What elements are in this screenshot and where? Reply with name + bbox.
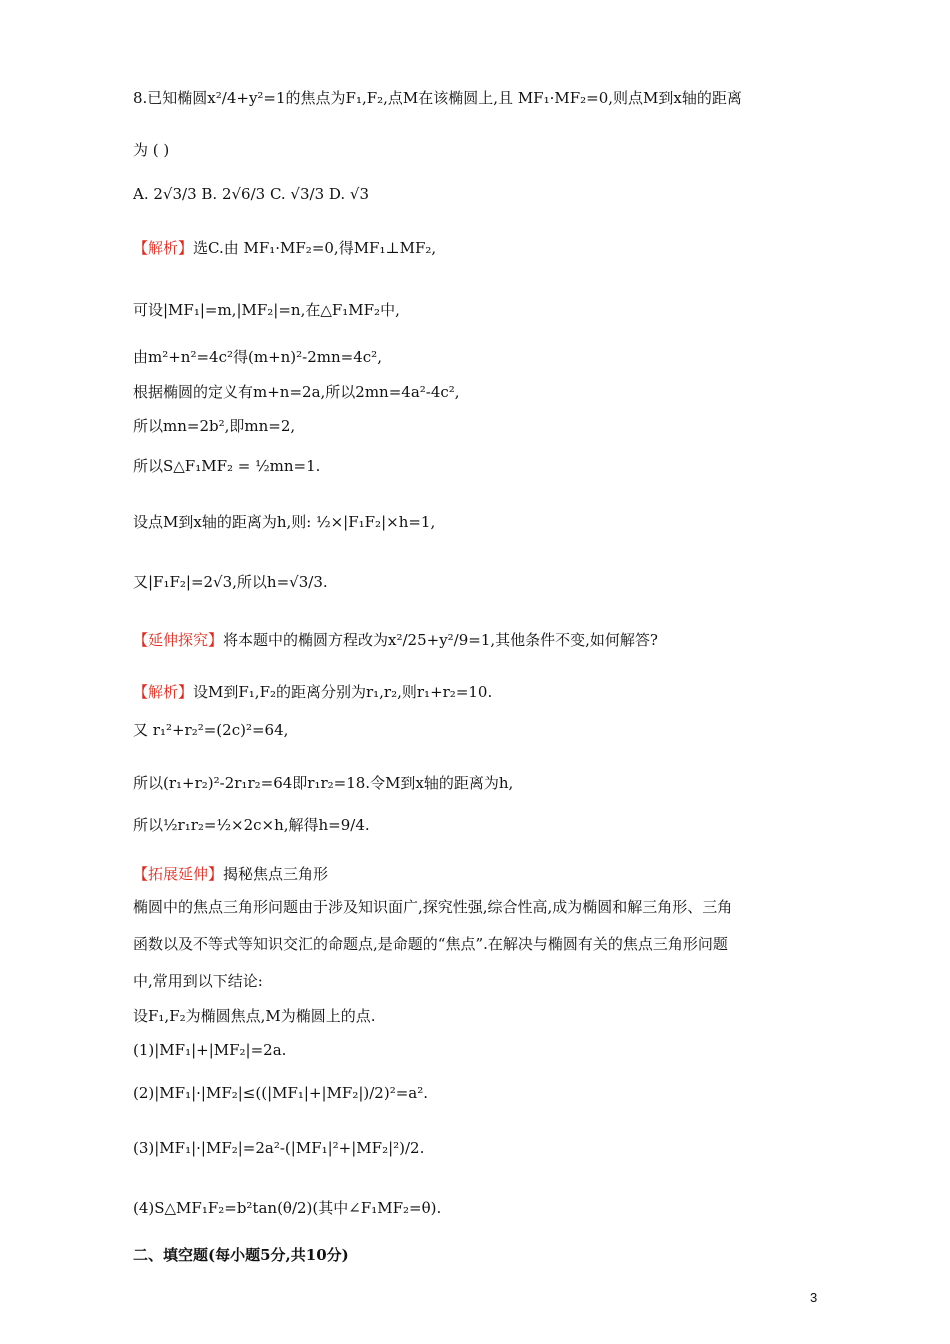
- line-text: 椭圆中的焦点三角形问题由于涉及知识面广,探究性强,综合性高,成为椭圆和解三角形、三角: [133, 898, 733, 916]
- line-text: 将本题中的椭圆方程改为x²/25+y²/9=1,其他条件不变,如何解答?: [223, 631, 658, 649]
- text-line: [133, 815, 370, 835]
- line-text: 揭秘焦点三角形: [223, 865, 329, 883]
- line-text: 二、填空题(每小题5分,共10分): [133, 1246, 349, 1264]
- text-line: [133, 456, 320, 476]
- text-line: [133, 347, 382, 367]
- line-text: (3)|MF₁|·|MF₂|=2a²-(|MF₁|²+|MF₂|²)/2.: [133, 1139, 425, 1157]
- line-text: 设F₁,F₂为椭圆焦点,M为椭圆上的点.: [133, 1007, 376, 1025]
- text-line: [133, 864, 328, 884]
- text-line: [133, 1040, 286, 1060]
- line-text: 所以½r₁r₂=½×2c×h,解得h=9/4.: [133, 816, 370, 834]
- line-text: A. 2√3/3 B. 2√6/3 C. √3/3 D. √3: [133, 185, 370, 203]
- page-number: 3: [810, 1290, 818, 1305]
- line-text: 选C.由 MF₁·MF₂=0,得MF₁⊥MF₂,: [193, 239, 437, 257]
- section-tag: 【解析】: [133, 683, 194, 701]
- line-text: 又 r₁²+r₂²=(2c)²=64,: [133, 721, 289, 739]
- line-text: 中,常用到以下结论:: [133, 972, 263, 990]
- line-text: 设M到F₁,F₂的距离分别为r₁,r₂,则r₁+r₂=10.: [193, 683, 493, 701]
- text-line: [133, 720, 288, 740]
- line-text: 所以S△F₁MF₂ = ½mn=1.: [133, 457, 321, 475]
- text-line: [133, 512, 435, 532]
- text-line: [133, 897, 732, 917]
- line-text: (2)|MF₁|·|MF₂|≤((|MF₁|+|MF₂|)/2)²=a².: [133, 1084, 429, 1102]
- line-text: 由m²+n²=4c²得(m+n)²-2mn=4c²,: [133, 348, 382, 366]
- text-line: [133, 682, 492, 702]
- line-text: (4)S△MF₁F₂=b²tan(θ/2)(其中∠F₁MF₂=θ).: [133, 1199, 442, 1217]
- text-line: [133, 971, 263, 991]
- text-line: [133, 572, 328, 592]
- text-line: [133, 382, 460, 402]
- text-line: [133, 416, 295, 436]
- section-tag: 【延伸探究】: [133, 631, 224, 649]
- line-text: 可设|MF₁|=m,|MF₂|=n,在△F₁MF₂中,: [133, 301, 400, 319]
- text-line: [133, 140, 169, 160]
- text-line: [133, 773, 513, 793]
- text-line: [133, 630, 658, 650]
- line-text: 所以mn=2b²,即mn=2,: [133, 417, 296, 435]
- line-text: 所以(r₁+r₂)²-2r₁r₂=64即r₁r₂=18.令M到x轴的距离为h,: [133, 774, 514, 792]
- text-line: [133, 934, 728, 954]
- text-line: [133, 1083, 428, 1103]
- section-tag: 【解析】: [133, 239, 194, 257]
- line-text: 又|F₁F₂|=2√3,所以h=√3/3.: [133, 573, 328, 591]
- line-text: 根据椭圆的定义有m+n=2a,所以2mn=4a²-4c²,: [133, 383, 460, 401]
- text-line: [133, 88, 742, 108]
- line-text: 函数以及不等式等知识交汇的命题点,是命题的“焦点”.在解决与椭圆有关的焦点三角形问题: [133, 935, 728, 953]
- line-text: 设点M到x轴的距离为h,则: ½×|F₁F₂|×h=1,: [133, 513, 436, 531]
- text-line: [133, 300, 400, 320]
- line-text: 为 ( ): [133, 141, 170, 159]
- text-line: [133, 1138, 424, 1158]
- text-line: [133, 1198, 441, 1218]
- line-text: 8.已知椭圆x²/4+y²=1的焦点为F₁,F₂,点M在该椭圆上,且 MF₁·MF₂=0,则点M到x轴的距离: [133, 89, 742, 107]
- section-tag: 【拓展延伸】: [133, 865, 224, 883]
- text-line: [133, 184, 369, 204]
- line-text: (1)|MF₁|+|MF₂|=2a.: [133, 1041, 287, 1059]
- text-line: [133, 238, 436, 258]
- text-line: [133, 1245, 349, 1265]
- text-line: [133, 1006, 376, 1026]
